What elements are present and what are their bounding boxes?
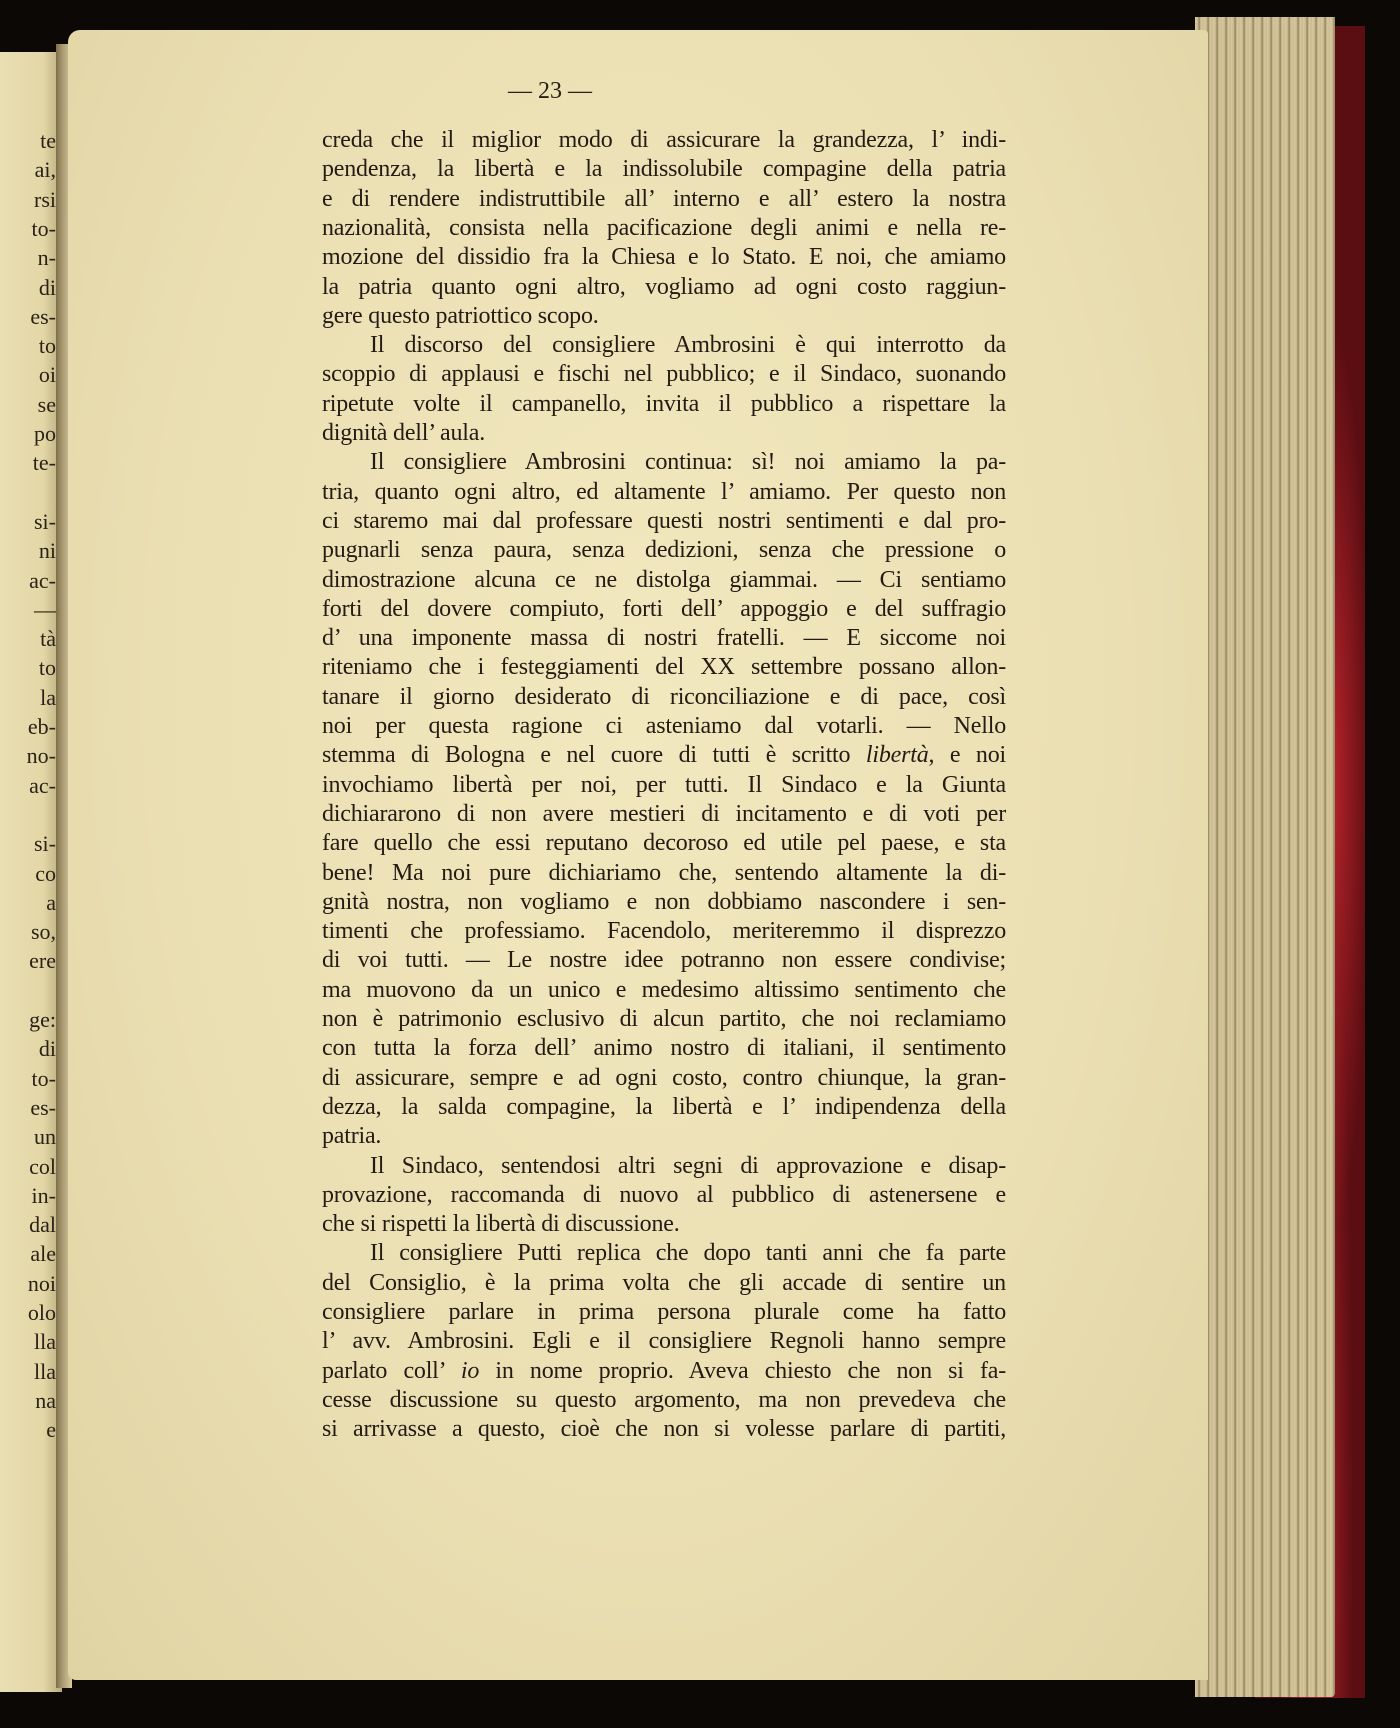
text-line: fare quello che essi reputano decoroso ed utile pel paese, e sta xyxy=(322,830,1006,857)
left-page-fragment: rsi xyxy=(34,186,56,212)
left-page-fragment: so, xyxy=(30,919,56,945)
text-line: pugnarli senza paura, senza dedizioni, senza che pressione o xyxy=(322,537,1006,564)
text-line: ma muovono da un unico e medesimo altissimo sentimento che xyxy=(322,976,1006,1003)
text-line: ripetute volte il campanello, invita il pubblico a rispettare la xyxy=(322,390,1006,417)
left-page-fragment: oi xyxy=(38,362,56,388)
left-page-fragment: — xyxy=(34,596,56,622)
left-page-fragment: in- xyxy=(31,1182,56,1208)
text-line: tanare il giorno desiderato di riconciliazione e di pace, così xyxy=(322,683,1006,710)
text-span: parlato coll’ xyxy=(322,1357,461,1384)
left-page-fragment: ni xyxy=(38,538,56,564)
left-page-fragment: a xyxy=(46,889,56,915)
text-line: cesse discussione su questo argomento, ma non prevedeva che xyxy=(322,1386,1006,1413)
left-page-fragment: olo xyxy=(27,1300,56,1325)
text-line: l’ avv. Ambrosini. Egli e il consigliere Regnoli hanno sempre xyxy=(322,1328,1006,1355)
italic-text: io xyxy=(460,1357,480,1384)
left-page-fragment: ai, xyxy=(34,157,56,183)
text-line: tria, quanto ogni altro, ed altamente l’ amiamo. Per questo non xyxy=(322,478,1006,505)
text-line: dezza, la salda compagine, la libertà e l’ indipendenza della xyxy=(322,1093,1006,1120)
left-page-fragment: co xyxy=(35,860,56,886)
text-line: e di rendere indistruttibile all’ interno e all’ estero la nostra xyxy=(322,185,1006,212)
left-page-fragment: es- xyxy=(30,1094,56,1120)
left-page-fragment: ac- xyxy=(29,772,56,798)
left-page-fragment: ge: xyxy=(29,1007,56,1032)
left-page-fragment: noi xyxy=(27,1270,56,1296)
text-line: forti del dovere compiuto, forti dell’ appoggio e del suffragio xyxy=(322,595,1006,622)
left-page-fragment: es- xyxy=(30,303,56,329)
italic-text: libertà xyxy=(865,742,929,769)
left-page-fragment: te xyxy=(40,128,56,153)
text-span: in nome proprio. Aveva chiesto che non si fa- xyxy=(479,1357,1006,1384)
left-page-fragment: no- xyxy=(26,743,56,769)
text-line: del Consiglio, è la prima volta che gli accade di sentire un xyxy=(322,1269,1006,1296)
left-page-fragment: ac- xyxy=(29,567,56,593)
text-line: Il consigliere Ambrosini continua: sì! noi amiamo la pa- xyxy=(370,449,1006,476)
text-line: dignità dell’ aula. xyxy=(322,420,486,446)
text-line: Il discorso del consigliere Ambrosini è qui interrotto da xyxy=(370,332,1006,359)
page-stack-fore-edge xyxy=(1195,17,1335,1697)
left-page-fragment: po xyxy=(34,421,56,446)
text-line: scoppio di applausi e fischi nel pubblico; e il Sindaco, suonando xyxy=(322,361,1006,388)
text-line: creda che il miglior modo di assicurare la grandezza, l’ indi- xyxy=(322,127,1006,153)
text-line: la patria quanto ogni altro, vogliamo ad ogni costo raggiun- xyxy=(322,273,1006,300)
left-page-fragment: dal xyxy=(29,1212,56,1238)
page-number: — 23 — xyxy=(508,78,592,104)
text-line: con tutta la forza dell’ animo nostro di italiani, il sentimento xyxy=(322,1035,1006,1062)
text-line: d’ una imponente massa di nostri fratelli. — E siccome noi xyxy=(322,625,1006,652)
text-line: mozione del dissidio fra la Chiesa e lo Stato. E noi, che amiamo xyxy=(322,244,1006,271)
left-page-fragment: ale xyxy=(30,1241,56,1267)
text-line: bene! Ma noi pure dichiariamo che, sentendo altamente la di- xyxy=(322,859,1006,886)
left-page-fragment: eb- xyxy=(27,714,56,739)
left-page-fragment: to xyxy=(38,333,56,359)
text-line: ci staremo mai dal professare questi nostri sentimenti e dal pro- xyxy=(322,507,1006,534)
text-line: timenti che professiamo. Facendolo, meriteremmo il disprezzo xyxy=(322,918,1006,945)
text-line: noi per questa ragione ci asteniamo dal votarli. — Nello xyxy=(322,713,1006,739)
text-line: patria. xyxy=(322,1123,382,1150)
text-line: di assicurare, sempre e ad ogni costo, contro chiunque, la gran- xyxy=(322,1064,1006,1091)
left-page-fragment: di xyxy=(38,1036,56,1062)
text-line: Il consigliere Putti replica che dopo tanti anni che fa parte xyxy=(370,1240,1006,1267)
text-line: gnità nostra, non vogliamo e non dobbiamo nascondere i sen- xyxy=(322,888,1006,915)
left-page-fragment: e xyxy=(46,1417,56,1443)
left-page-fragment: te- xyxy=(32,450,56,476)
left-page-fragment: tà xyxy=(40,626,56,652)
text-line: pendenza, la libertà e la indissolubile compagine della patria xyxy=(322,156,1006,183)
text-line xyxy=(322,741,1006,770)
left-page-fragment: na xyxy=(35,1387,56,1413)
left-page-fragment: un xyxy=(34,1124,56,1150)
text-line xyxy=(322,1357,1006,1386)
text-line: Il Sindaco, sentendosi altri segni di approvazione e disap- xyxy=(370,1152,1006,1179)
text-line: di voi tutti. — Le nostre idee potranno non essere condivise; xyxy=(322,947,1006,974)
left-page-fragment: to- xyxy=(31,215,56,241)
text-span: , e noi xyxy=(928,742,1006,769)
left-page-fragment: col xyxy=(29,1153,56,1179)
left-page-fragment: se xyxy=(37,391,56,417)
text-line: provazione, raccomanda di nuovo al pubblico di astenersene e xyxy=(322,1181,1006,1208)
left-page-fragment: to xyxy=(38,655,56,681)
text-line: gere questo patriottico scopo. xyxy=(322,302,599,329)
left-page-fragment: to- xyxy=(31,1065,56,1091)
text-line: si arrivasse a questo, cioè che non si volesse parlare di partiti, xyxy=(322,1416,1006,1443)
left-page-fragment: di xyxy=(38,274,56,300)
text-line: consigliere parlare in prima persona plurale come ha fatto xyxy=(322,1299,1006,1325)
left-page-fragment: ere xyxy=(29,948,56,974)
text-span: stemma di Bologna e nel cuore di tutti è scritto xyxy=(322,742,866,769)
text-line: dichiararono di non avere mestieri di incitamento e di voti per xyxy=(322,800,1006,827)
left-page-fragment: si- xyxy=(34,508,56,534)
text-line: nazionalità, consista nella pacificazione degli animi e nella re- xyxy=(322,214,1006,241)
left-page-fragment: n- xyxy=(37,245,56,271)
text-line: riteniamo che i festeggiamenti del XX settembre possano allon- xyxy=(322,654,1006,681)
text-line: che si rispetti la libertà di discussione. xyxy=(322,1211,680,1238)
left-page-fragment: lla xyxy=(34,1358,56,1384)
left-page-fragment: la xyxy=(40,684,56,710)
left-page-fragment: lla xyxy=(34,1329,56,1355)
text-line: non è patrimonio esclusivo di alcun partito, che noi reclamiamo xyxy=(322,1006,1006,1032)
left-page-fragment: si- xyxy=(34,831,56,857)
text-line: invochiamo libertà per noi, per tutti. Il Sindaco e la Giunta xyxy=(322,771,1006,798)
text-line: dimostrazione alcuna ce ne distolga giammai. — Ci sentiamo xyxy=(322,566,1006,593)
